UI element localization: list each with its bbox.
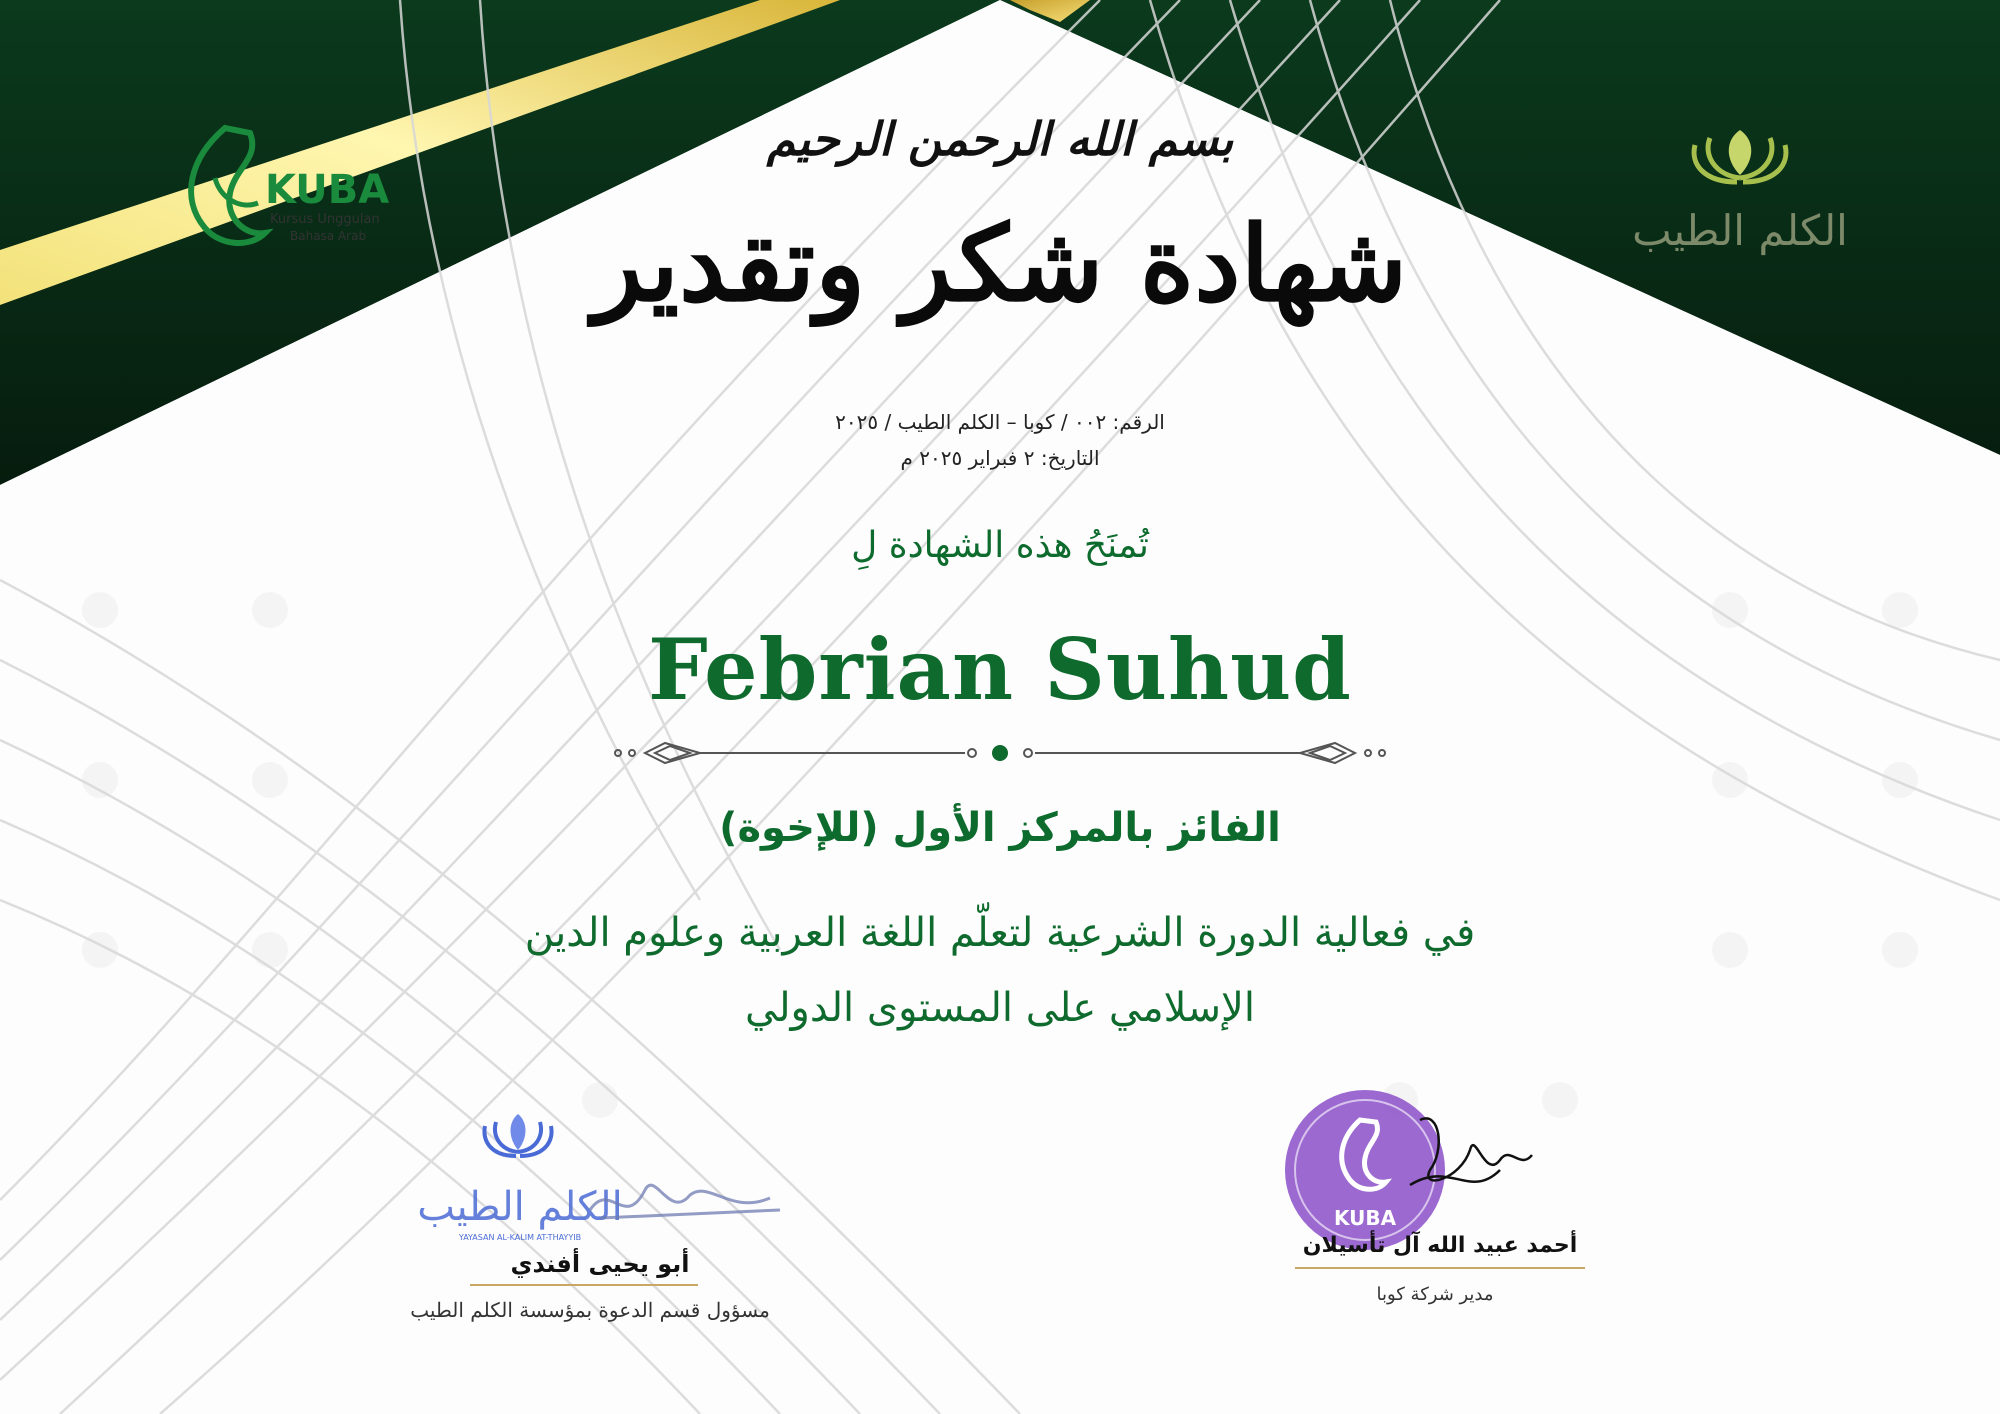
right-signature-stamp	[1270, 1090, 1610, 1310]
left-signatory-title: مسؤول قسم الدعوة بمؤسسة الكلم الطيب	[410, 1298, 770, 1322]
right-signatory-name: أحمد عبيد الله آل تأسيلان	[1302, 1233, 1578, 1258]
right-signatory-title: مدير شركة كوبا	[1376, 1284, 1494, 1305]
basmala-text: بسم الله الرحمن الرحيم	[766, 112, 1234, 166]
divider-center-dot	[992, 745, 1008, 761]
kuba-logo-brand: KUBA	[265, 167, 390, 213]
event-description-line-1: في فعالية الدورة الشرعية لتعلّم اللغة العربية وعلوم الدين	[524, 910, 1476, 956]
recipient-name: Febrian Suhud	[648, 620, 1352, 719]
kuba-logo-tagline-1: Kursus Unggulan	[270, 212, 380, 227]
awarded-to-label: تُمنَحُ هذه الشهادة لِ	[851, 525, 1149, 566]
left-signature-stamp	[417, 1110, 820, 1330]
kuba-stamp-text: KUBA	[1333, 1206, 1397, 1230]
left-stamp-subtext: YAYASAN AL-KALIM AT-THAYYIB	[458, 1233, 582, 1242]
kuba-logo-tagline-2: Bahasa Arab	[290, 229, 367, 243]
ornamental-divider	[610, 738, 1390, 768]
calligraphy-header	[592, 85, 1408, 385]
left-stamp-flower-icon	[484, 1114, 551, 1156]
left-stamp-text: الكلم الطيب	[417, 1184, 623, 1230]
kuba-logo	[170, 118, 410, 268]
left-signatory-name: أبو يحيى أفندي	[510, 1250, 690, 1278]
kalim-tayyib-logo	[1625, 120, 1855, 280]
left-signature-line	[470, 1284, 698, 1286]
certificate-title: شهادة شكر وتقدير	[592, 202, 1408, 325]
achievement-text: الفائز بالمركز الأول (للإخوة)	[719, 805, 1281, 851]
right-signature-line	[1295, 1267, 1585, 1269]
reference-number: الرقم: ٠٠٢ / كوبا – الكلم الطيب / ٢٠٢٥	[835, 410, 1165, 434]
event-description-line-2: الإسلامي على المستوى الدولي	[745, 985, 1255, 1031]
kalim-logo-text: الكلم الطيب	[1632, 206, 1848, 255]
kuba-logo-emblem	[191, 128, 265, 243]
reference-date: التاريخ: ٢ فبراير ٢٠٢٥ م	[900, 446, 1100, 470]
kalim-logo-flower-icon	[1694, 130, 1786, 182]
